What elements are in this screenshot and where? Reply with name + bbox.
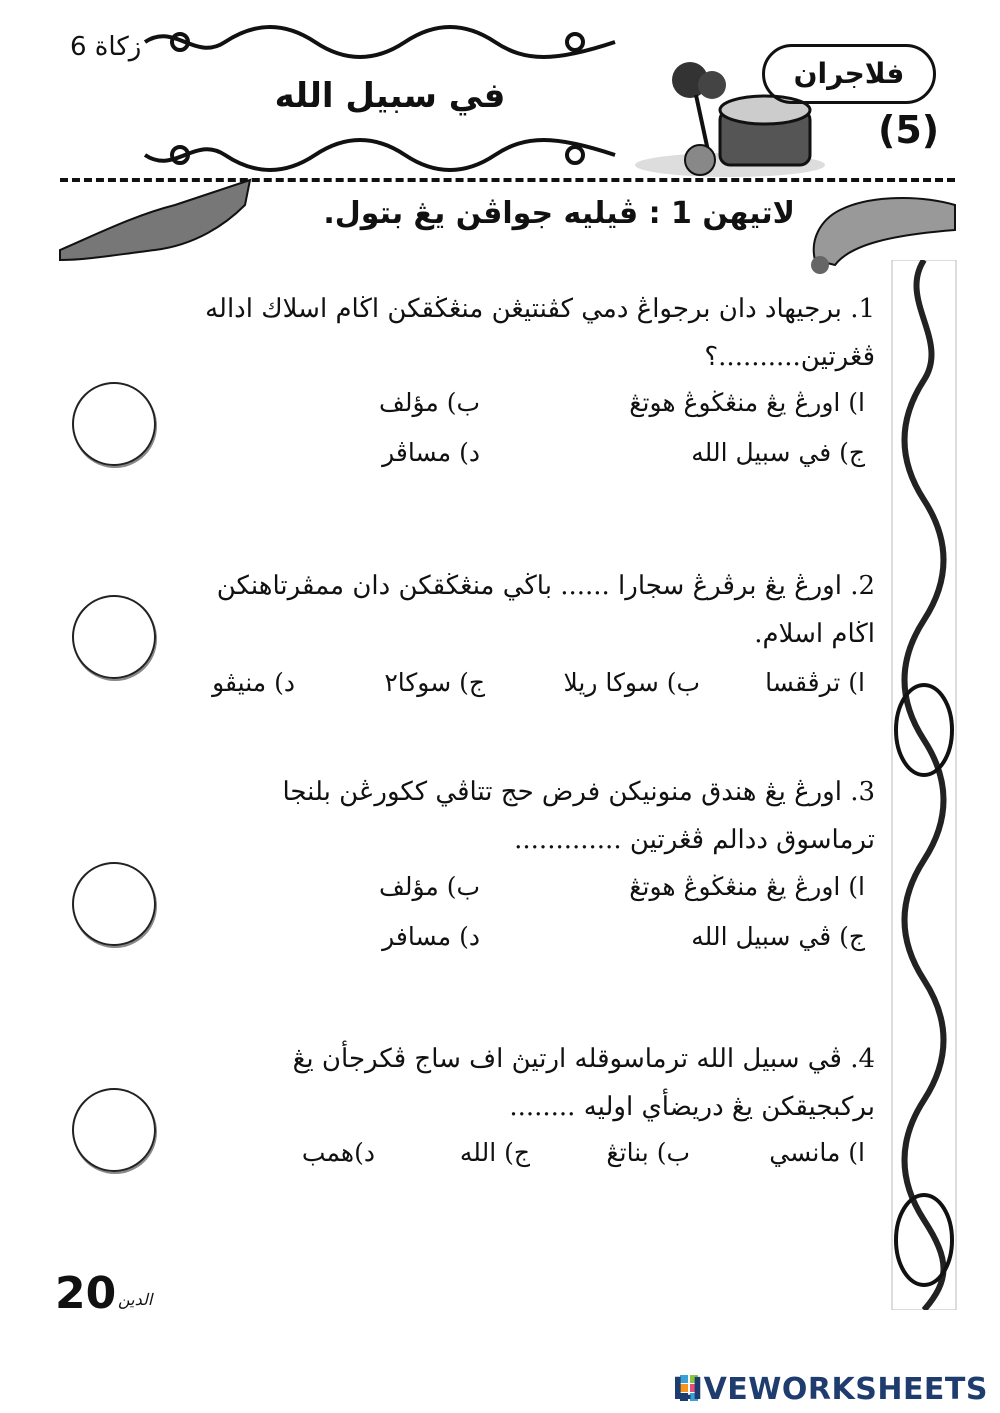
- question-1-answer-circle[interactable]: [72, 382, 156, 466]
- ornament-top: [135, 22, 625, 62]
- question-3-option-a: ا) اورڠ يڠ منڠڬوڠ هوتڠ: [629, 872, 865, 901]
- question-3-option-d: د) مسافر: [382, 922, 480, 951]
- question-body: اورڠ يڠ هندق منونيكن فرض حج تتاڤي ككورڠن بلنجا ترماسوق ددالم ڤڠرتين .............: [282, 777, 875, 855]
- decorative-calligraphy-border: [888, 260, 960, 1310]
- question-number: 2.: [850, 571, 875, 601]
- question-2-option-a: ا) ترڤقسا: [765, 668, 865, 697]
- question-1-option-d: د) مساڤر: [382, 438, 480, 467]
- question-number: 4.: [850, 1044, 875, 1074]
- question-3-text: [195, 768, 875, 864]
- question-number: 3.: [850, 777, 875, 807]
- page-number: 20: [55, 1268, 117, 1319]
- question-3-option-b: ب) مؤلف: [378, 872, 480, 901]
- question-4-answer-circle[interactable]: [72, 1088, 156, 1172]
- question-2-answer-circle[interactable]: [72, 595, 156, 679]
- exercise-heading: لاتيهن 1 : ڤيليه جواڤن يڠ بتول.: [323, 196, 795, 231]
- question-2-option-c: ج) سوكا٢: [384, 668, 485, 697]
- question-4-text: [195, 1035, 875, 1131]
- question-3-answer-circle[interactable]: [72, 862, 156, 946]
- question-4-option-c: ج) الله: [459, 1138, 530, 1167]
- question-4-option-d: د)همب: [301, 1138, 375, 1167]
- lesson-badge: فلاجران: [762, 44, 936, 104]
- footer-brand: LIVEWORKSHEETS: [672, 1372, 988, 1407]
- page-title: في سبيل الله: [274, 76, 506, 116]
- question-2-option-b: ب) سوكا ريلا: [563, 668, 700, 697]
- question-1-option-c: ج) في سبيل الله: [691, 438, 865, 467]
- question-body: برجيهاد دان برجواڠ دمي كڤنتيڠن منڠڬقكن اڬام اسلاك اداله ڤڠرتين..........؟: [205, 294, 875, 372]
- question-1-option-a: ا) اورڠ يڠ منڠڬوڠ هوتڠ: [629, 388, 865, 417]
- lesson-number: (5): [878, 108, 940, 152]
- question-1-text: [195, 285, 875, 381]
- question-2-text: [195, 562, 875, 658]
- question-4-option-a: ا) مانسي: [769, 1138, 865, 1167]
- ornament-bottom: [135, 135, 625, 175]
- question-4-option-b: ب) بناتڠ: [606, 1138, 690, 1167]
- open-hand-icon: [55, 175, 255, 265]
- page-subject: الدين: [118, 1290, 153, 1309]
- unit-label: زكاة 6: [70, 32, 142, 62]
- question-number: 1.: [850, 294, 875, 324]
- question-body: اورڠ يڠ برڤرڠ سجارا ...... باڬي منڠڬقكن دان ممڤرتاهنكن اڬام اسلام.: [216, 571, 875, 649]
- question-1-option-b: ب) مؤلف: [378, 388, 480, 417]
- question-3-option-c: ج) ڤي سبيل الله: [691, 922, 865, 951]
- question-body: ڤي سبيل الله ترماسوقله ارتيڽ اف ساج ڤكرجأن يڠ بركبجيقكن يڠ دريضأي اوليه ........: [292, 1044, 875, 1122]
- question-2-option-d: د) منيڤو: [212, 668, 295, 697]
